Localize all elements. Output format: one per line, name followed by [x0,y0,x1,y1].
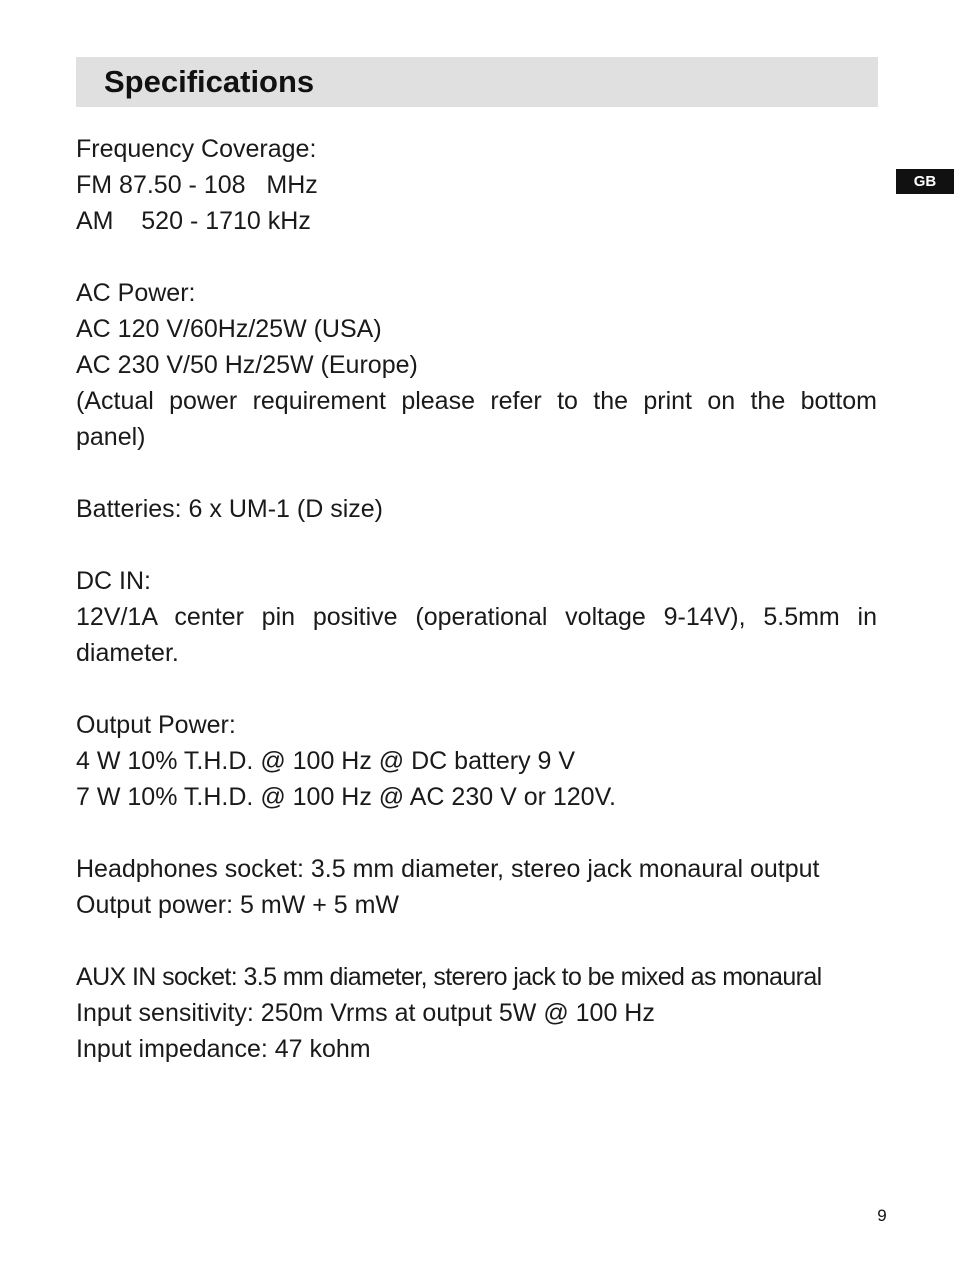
section-header-bar [76,57,878,107]
batteries-spec: Batteries: 6 x UM-1 (D size) [76,495,384,523]
output-power-ac: 7 W 10% T.H.D. @ 100 Hz @ AC 230 V or 120V. [76,783,616,811]
spacer [76,671,877,707]
dc-in-heading: DC IN: [76,567,151,595]
ac-power-europe: AC 230 V/50 Hz/25W (Europe) [76,351,418,379]
spacer [76,815,877,851]
headphones-socket: Headphones socket: 3.5 mm diameter, stereo jack monaural output [76,855,820,883]
page-number: 9 [877,1206,887,1225]
frequency-am: AM 520 - 1710 kHz [76,207,311,235]
spacer [76,527,877,563]
frequency-heading: Frequency Coverage: [76,135,317,163]
spacer [76,239,877,275]
aux-in-sensitivity: Input sensitivity: 250m Vrms at output 5W @ 100 Hz [76,999,655,1027]
ac-power-note-line2: panel) [76,423,146,451]
output-power-heading: Output Power: [76,711,236,739]
specifications-content [76,131,877,1067]
spacer [76,923,877,959]
aux-in-socket: AUX IN socket: 3.5 mm diameter, sterero jack to be mixed as monaural [76,963,822,991]
dc-in-line1: 12V/1A center pin positive (operational voltage 9-14V), 5.5mm in [76,603,877,631]
ac-power-heading: AC Power: [76,279,196,307]
ac-power-note-line1: (Actual power requirement please refer to the print on the bottom [76,387,877,415]
page-title: Specifications [104,64,315,99]
ac-power-usa: AC 120 V/60Hz/25W (USA) [76,315,382,343]
spacer [76,455,877,491]
output-power-battery: 4 W 10% T.H.D. @ 100 Hz @ DC battery 9 V [76,747,576,775]
dc-in-line2: diameter. [76,639,179,667]
language-tab: GB [896,169,954,194]
aux-in-impedance: Input impedance: 47 kohm [76,1035,371,1063]
headphones-output-power: Output power: 5 mW + 5 mW [76,891,400,919]
frequency-fm: FM 87.50 - 108 MHz [76,171,318,199]
